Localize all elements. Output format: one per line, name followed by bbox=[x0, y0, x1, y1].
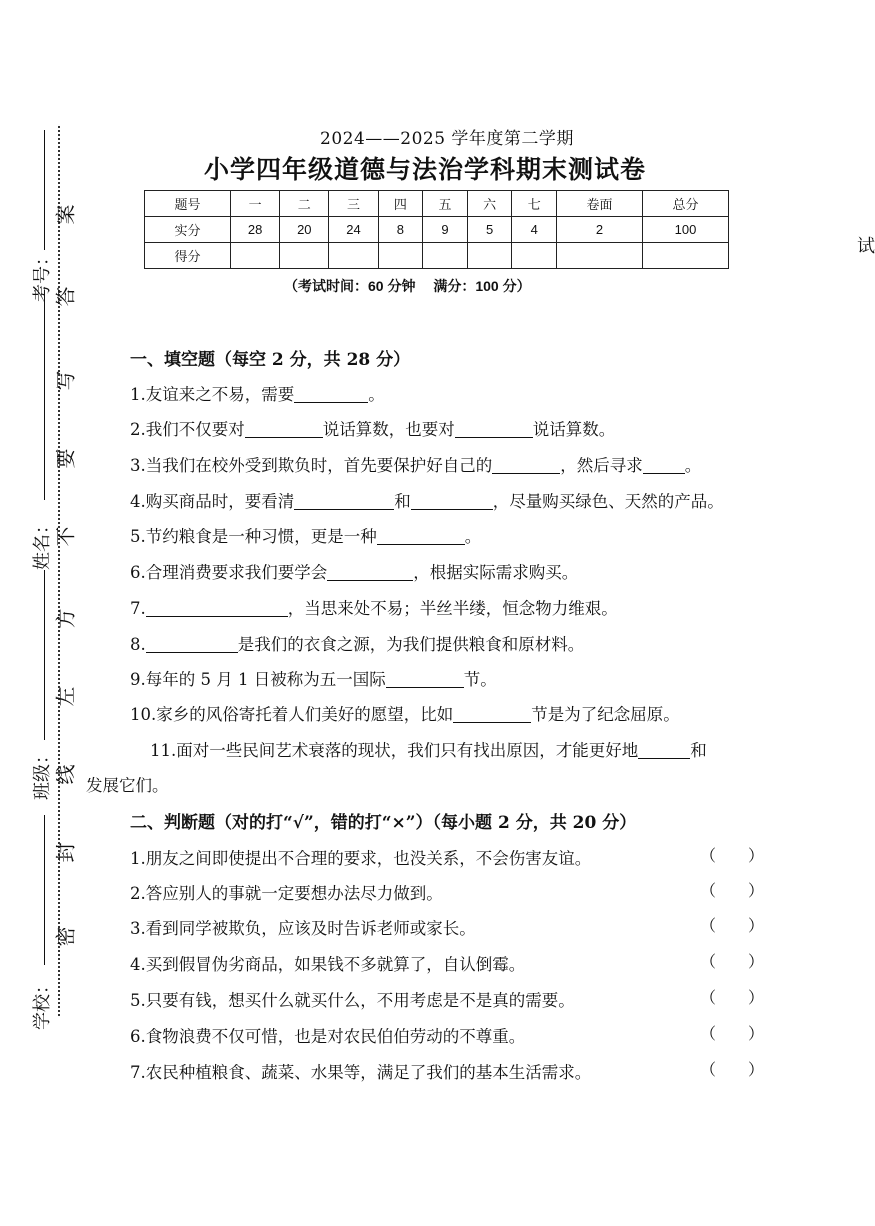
score-input-cell[interactable] bbox=[378, 243, 423, 269]
answer-blank[interactable] bbox=[492, 457, 560, 475]
exam-note: （考试时间：60 分钟 满分：100 分） bbox=[284, 278, 531, 294]
seal-char-mi: 密 bbox=[53, 926, 78, 947]
score-input-cell[interactable] bbox=[512, 243, 557, 269]
judge-answer-paren-4[interactable]: （ ） bbox=[700, 952, 765, 971]
question-text: 11.面对一些民间艺术衰落的现状，我们只有找出原因，才能更好地 bbox=[150, 741, 639, 760]
question-text: 1.友谊来之不易，需要 bbox=[130, 385, 295, 404]
header-cell: 七 bbox=[512, 191, 557, 217]
question-5 bbox=[130, 523, 481, 547]
school-year: 2024——2025 学年度第二学期 bbox=[320, 129, 574, 149]
row-label: 实分 bbox=[145, 217, 231, 243]
question-text: 2.我们不仅要对 bbox=[130, 420, 245, 439]
judge-item-3: 3.看到同学被欺负，应该及时告诉老师或家长。 bbox=[130, 919, 476, 938]
judge-item-2: 2.答应别人的事就一定要想办法尽力做到。 bbox=[130, 884, 443, 903]
question-8 bbox=[130, 631, 584, 655]
seal-char-zuo: 左 bbox=[53, 686, 78, 707]
judge-item-5: 5.只要有钱，想买什么就买什么，不用考虑是不是真的需要。 bbox=[130, 991, 575, 1010]
points-cell: 24 bbox=[329, 217, 378, 243]
seal-char-yao: 要 bbox=[53, 448, 78, 469]
seal-char-feng: 封 bbox=[53, 842, 78, 863]
header-cell: 五 bbox=[423, 191, 468, 217]
question-text: 节是为了纪念屈原。 bbox=[531, 705, 680, 724]
score-input-cell[interactable] bbox=[557, 243, 643, 269]
points-cell: 2 bbox=[557, 217, 643, 243]
exam-number-line bbox=[44, 130, 45, 250]
question-text: 。 bbox=[368, 385, 385, 404]
answer-blank[interactable] bbox=[411, 493, 493, 511]
question-text: ，当思来处不易；半丝半缕，恒念物力维艰。 bbox=[287, 599, 618, 618]
question-text: 10.家乡的风俗寄托着人们美好的愿望，比如 bbox=[130, 705, 454, 724]
question-text: 6.合理消费要求我们要学会 bbox=[130, 563, 328, 582]
question-text: 是我们的衣食之源，为我们提供粮食和原材料。 bbox=[237, 635, 585, 654]
name-label: 姓名： bbox=[32, 516, 53, 570]
judge-answer-paren-1[interactable]: （ ） bbox=[700, 846, 765, 865]
binding-dotted-line bbox=[58, 126, 60, 1016]
answer-blank[interactable] bbox=[294, 386, 368, 404]
exam-number-label: 考号： bbox=[32, 248, 53, 302]
seal-char-bu: 不 bbox=[53, 526, 78, 547]
answer-blank[interactable] bbox=[294, 493, 394, 511]
name-line bbox=[44, 290, 45, 500]
judge-answer-paren-7[interactable]: （ ） bbox=[700, 1060, 765, 1079]
header-cell: 二 bbox=[280, 191, 329, 217]
points-cell: 20 bbox=[280, 217, 329, 243]
question-1 bbox=[130, 381, 385, 405]
question-text: 说话算数，也要对 bbox=[322, 420, 455, 439]
score-table bbox=[144, 190, 729, 269]
header-cell: 总分 bbox=[642, 191, 728, 217]
judge-item-7: 7.农民种植粮食、蔬菜、水果等，满足了我们的基本生活需求。 bbox=[130, 1063, 592, 1082]
answer-blank[interactable] bbox=[146, 636, 238, 654]
edge-cut-char: 试 bbox=[857, 236, 875, 257]
section1-title: 一、填空题（每空 2 分，共 28 分） bbox=[130, 350, 411, 370]
question-text: 。 bbox=[684, 456, 702, 475]
header-cell: 四 bbox=[378, 191, 423, 217]
header-cell: 三 bbox=[329, 191, 378, 217]
points-cell: 100 bbox=[642, 217, 728, 243]
question-text: 节。 bbox=[463, 670, 497, 689]
exam-title: 小学四年级道德与法治学科期末测试卷 bbox=[204, 155, 647, 184]
question-4 bbox=[130, 488, 724, 512]
question-text: 9.每年的 5 月 1 日被称为五一国际 bbox=[130, 670, 386, 689]
judge-answer-paren-5[interactable]: （ ） bbox=[700, 988, 765, 1007]
answer-blank[interactable] bbox=[377, 528, 465, 546]
class-label: 班级： bbox=[32, 746, 53, 800]
question-3 bbox=[130, 452, 701, 476]
question-text: 7. bbox=[130, 599, 146, 618]
score-table-score-row bbox=[145, 243, 729, 269]
question-6 bbox=[130, 559, 578, 583]
judge-answer-paren-6[interactable]: （ ） bbox=[700, 1024, 765, 1043]
score-table-header-row bbox=[145, 191, 729, 217]
school-label: 学校： bbox=[32, 976, 53, 1030]
points-cell: 8 bbox=[378, 217, 423, 243]
question-text: 和 bbox=[394, 492, 411, 511]
points-cell: 4 bbox=[512, 217, 557, 243]
judge-item-6: 6.食物浪费不仅可惜，也是对农民伯伯劳动的不尊重。 bbox=[130, 1027, 526, 1046]
points-cell: 5 bbox=[467, 217, 512, 243]
score-input-cell[interactable] bbox=[467, 243, 512, 269]
class-line bbox=[44, 570, 45, 740]
question-text: 说话算数。 bbox=[532, 420, 616, 439]
question-7 bbox=[130, 595, 618, 619]
question-text: 3.当我们在校外受到欺负时，首先要保护好自己的 bbox=[130, 456, 493, 475]
header-cell: 一 bbox=[230, 191, 279, 217]
score-input-cell[interactable] bbox=[423, 243, 468, 269]
header-cell: 题号 bbox=[145, 191, 231, 217]
question-9 bbox=[130, 666, 497, 690]
answer-blank[interactable] bbox=[455, 421, 533, 439]
question-text: 8. bbox=[130, 635, 146, 654]
section2-title: 二、判断题（对的打“√”，错的打“×”）（每小题 2 分，共 20 分） bbox=[130, 813, 637, 833]
seal-char-xie: 写 bbox=[53, 370, 78, 391]
judge-item-1: 1.朋友之间即使提出不合理的要求，也没关系，不会伤害友谊。 bbox=[130, 849, 592, 868]
score-input-cell[interactable] bbox=[329, 243, 378, 269]
question-text: 4.购买商品时，要看清 bbox=[130, 492, 295, 511]
judge-answer-paren-3[interactable]: （ ） bbox=[700, 916, 765, 935]
score-input-cell[interactable] bbox=[230, 243, 279, 269]
seal-char-fang: 方 bbox=[53, 608, 78, 629]
question-text: 。 bbox=[464, 527, 482, 546]
question-text: ，然后寻求 bbox=[560, 456, 643, 475]
judge-answer-paren-2[interactable]: （ ） bbox=[700, 881, 765, 900]
seal-char-da: 答 bbox=[53, 286, 78, 307]
row-label: 得分 bbox=[145, 243, 231, 269]
answer-blank[interactable] bbox=[327, 564, 413, 582]
question-text: 和 bbox=[690, 741, 707, 760]
question-11-continued: 发展它们。 bbox=[86, 776, 169, 795]
answer-blank[interactable] bbox=[643, 457, 685, 475]
header-cell: 六 bbox=[467, 191, 512, 217]
points-cell: 28 bbox=[230, 217, 279, 243]
answer-blank[interactable] bbox=[453, 706, 531, 724]
question-10 bbox=[130, 701, 680, 725]
score-table-points-row bbox=[145, 217, 729, 243]
answer-blank[interactable] bbox=[245, 421, 323, 439]
question-2 bbox=[130, 416, 615, 440]
judge-item-4: 4.买到假冒伪劣商品，如果钱不多就算了，自认倒霉。 bbox=[130, 955, 526, 974]
score-input-cell[interactable] bbox=[280, 243, 329, 269]
answer-blank[interactable] bbox=[638, 742, 690, 760]
question-text: ，根据实际需求购买。 bbox=[413, 563, 579, 582]
question-11 bbox=[150, 737, 707, 761]
answer-blank[interactable] bbox=[386, 671, 464, 689]
seal-char-an: 案 bbox=[53, 204, 78, 225]
header-cell: 卷面 bbox=[557, 191, 643, 217]
question-text: ，尽量购买绿色、天然的产品。 bbox=[492, 492, 724, 511]
points-cell: 9 bbox=[423, 217, 468, 243]
question-text: 5.节约粮食是一种习惯，更是一种 bbox=[130, 527, 377, 546]
seal-char-xian: 线 bbox=[53, 764, 78, 785]
answer-blank[interactable] bbox=[146, 600, 288, 618]
school-line bbox=[44, 815, 45, 965]
score-input-cell[interactable] bbox=[642, 243, 728, 269]
